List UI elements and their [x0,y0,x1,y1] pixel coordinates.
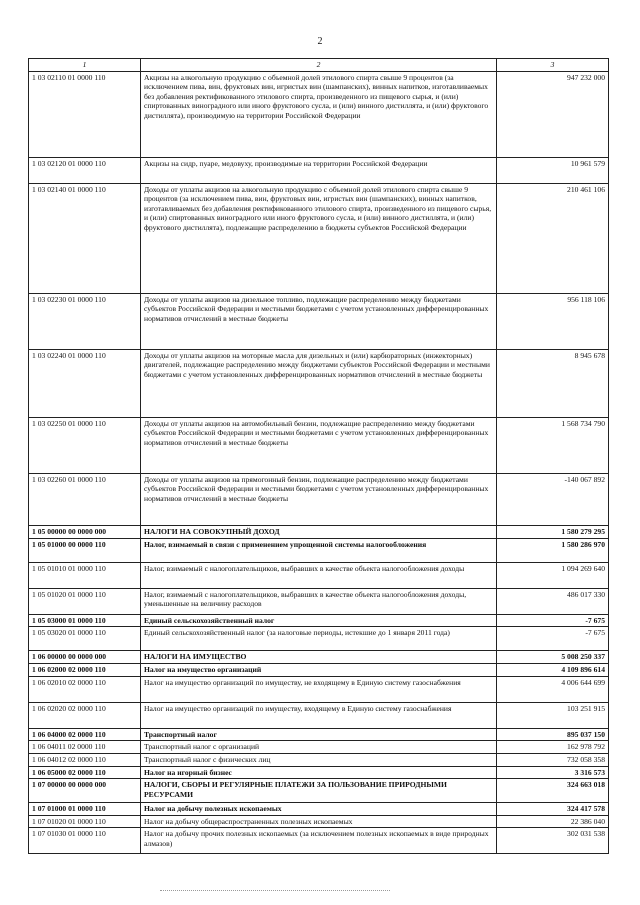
row-amount-cell: 3 316 573 [497,766,609,779]
row-amount-cell: 10 961 579 [497,157,609,183]
table-row [29,293,609,349]
row-amount-cell: 1 094 269 640 [497,562,609,588]
row-name-cell: Акцизы на сидр, пуаре, медовуху, производимые на территории Российской Федерации [141,157,497,183]
row-amount-cell: -140 067 892 [497,473,609,525]
row-name-cell: Транспортный налог с физических лиц [141,753,497,766]
row-name-cell: НАЛОГИ, СБОРЫ И РЕГУЛЯРНЫЕ ПЛАТЕЖИ ЗА ПОЛЬЗОВАНИЕ ПРИРОДНЫМИ РЕСУРСАМИ [141,779,497,803]
row-code-cell: 1 05 01000 00 0000 110 [29,538,141,562]
row-code-cell: 1 05 00000 00 0000 000 [29,525,141,538]
row-code-cell: 1 03 02230 01 0000 110 [29,293,141,349]
table-row [29,614,609,627]
table-row [29,651,609,664]
table-row [29,183,609,293]
row-name-cell: Доходы от уплаты акцизов на автомобильный бензин, подлежащие распределению между бюджетами субъектов Российской Федерации и местными бюджетами с учетом установленных дифференцированных нормативов отчислений в местные бюджеты [141,417,497,473]
row-name-cell: Доходы от уплаты акцизов на моторные масла для дизельных и (или) карбюраторных (инжекторных) двигателей, подлежащие распределению между бюджетами субъектов Российской Федерации и местными бюджетами с учетом установленных дифференцированных нормативов отчислений в местные бюджеты [141,349,497,417]
row-code-cell: 1 03 02250 01 0000 110 [29,417,141,473]
row-code-cell: 1 07 01020 01 0000 110 [29,815,141,828]
row-amount-cell: 8 945 678 [497,349,609,417]
row-amount-cell: 1 580 279 295 [497,525,609,538]
row-name-cell: Доходы от уплаты акцизов на алкогольную продукцию с объемной долей этилового спирта свыше 9 процентов (за исключением пива, вин, фруктовых вин, игристых вин (шампанских), винных напитков, изготавливаемых без добавления ректификованного этилового спирта, произведенного из пищевого сырья, и (или) спиртованных виноградного или иного фруктового сусла, и (или) винного дистиллята, и (или) фруктового дистиллята), подлежащие распределению в бюджеты субъектов Российской Федерации [141,183,497,293]
table-row [29,741,609,754]
row-name-cell: Единый сельскохозяйственный налог [141,614,497,627]
row-code-cell: 1 07 01030 01 0000 110 [29,828,141,854]
row-amount-cell: 5 008 250 337 [497,651,609,664]
row-code-cell: 1 07 00000 00 0000 000 [29,779,141,803]
row-amount-cell: 732 058 358 [497,753,609,766]
row-name-cell: Налог на имущество организаций [141,664,497,677]
table-row [29,525,609,538]
row-name-cell: Единый сельскохозяйственный налог (за налоговые периоды, истекшие до 1 января 2011 года) [141,627,497,651]
row-name-cell: НАЛОГИ НА ИМУЩЕСТВО [141,651,497,664]
table-header-row [29,59,609,72]
row-code-cell: 1 06 02000 02 0000 110 [29,664,141,677]
row-amount-cell: -7 675 [497,614,609,627]
row-code-cell: 1 06 04000 02 0000 110 [29,728,141,741]
row-name-cell: Налог, взимаемый с налогоплательщиков, выбравших в качестве объекта налогообложения доходы, уменьшенные на величину расходов [141,588,497,614]
row-code-cell: 1 03 02140 01 0000 110 [29,183,141,293]
row-code-cell: 1 06 05000 02 0000 110 [29,766,141,779]
row-name-cell: Налог, взимаемый в связи с применением упрощенной системы налогообложения [141,538,497,562]
row-code-cell: 1 03 02260 01 0000 110 [29,473,141,525]
table-row [29,803,609,816]
row-code-cell: 1 06 00000 00 0000 000 [29,651,141,664]
row-amount-cell: 1 568 734 790 [497,417,609,473]
row-amount-cell: -7 675 [497,627,609,651]
table-row [29,828,609,854]
row-code-cell: 1 03 02120 01 0000 110 [29,157,141,183]
row-amount-cell: 324 417 578 [497,803,609,816]
row-name-cell: Налог на имущество организаций по имуществу, не входящему в Единую систему газоснабжения [141,676,497,702]
row-amount-cell: 103 251 915 [497,702,609,728]
row-name-cell: Налог на добычу общераспространенных полезных ископаемых [141,815,497,828]
column-header-amount: 3 [497,59,609,72]
row-amount-cell: 22 386 040 [497,815,609,828]
row-name-cell: Транспортный налог с организаций [141,741,497,754]
table-row [29,417,609,473]
table-row [29,815,609,828]
row-code-cell: 1 03 02110 01 0000 110 [29,71,141,157]
row-code-cell: 1 05 03020 01 0000 110 [29,627,141,651]
row-name-cell: Транспортный налог [141,728,497,741]
row-code-cell: 1 06 02010 02 0000 110 [29,676,141,702]
row-amount-cell: 947 232 000 [497,71,609,157]
row-name-cell: Акцизы на алкогольную продукцию с объемной долей этилового спирта свыше 9 процентов (за исключением пива, вин, фруктовых вин, игристых вин (шампанских), винных напитков, изготавливаемых без добавления ректификованного этилового спирта, произведенного из пищевого сырья, и (или) спиртованных виноградного или иного фруктового сусла, и (или) винного дистиллята, и (или) фруктового дистиллята), производимую на территории Российской Федерации [141,71,497,157]
row-name-cell: НАЛОГИ НА СОВОКУПНЫЙ ДОХОД [141,525,497,538]
row-name-cell: Налог на добычу полезных ископаемых [141,803,497,816]
table-row [29,779,609,803]
row-amount-cell: 162 978 792 [497,741,609,754]
table-row [29,157,609,183]
row-code-cell: 1 07 01000 01 0000 110 [29,803,141,816]
row-code-cell: 1 03 02240 01 0000 110 [29,349,141,417]
footer-dotted-line [160,890,390,891]
column-header-name: 2 [141,59,497,72]
row-name-cell: Налог, взимаемый с налогоплательщиков, выбравших в качестве объекта налогообложения доходы [141,562,497,588]
row-name-cell: Доходы от уплаты акцизов на дизельное топливо, подлежащие распределению между бюджетами субъектов Российской Федерации и местными бюджетами с учетом установленных дифференцированных нормативов отчислений в местные бюджеты [141,293,497,349]
row-amount-cell: 4 006 644 699 [497,676,609,702]
row-name-cell: Налог на игорный бизнес [141,766,497,779]
table-row [29,588,609,614]
row-code-cell: 1 05 03000 01 0000 110 [29,614,141,627]
row-name-cell: Налог на имущество организаций по имуществу, входящему в Единую систему газоснабжения [141,702,497,728]
table-row [29,627,609,651]
table-row [29,562,609,588]
table-row [29,728,609,741]
table-row [29,766,609,779]
row-name-cell: Доходы от уплаты акцизов на прямогонный бензин, подлежащие распределению между бюджетами субъектов Российской Федерации и местными бюджетами с учетом установленных дифференцированных нормативов отчислений в местные бюджеты [141,473,497,525]
row-code-cell: 1 05 01010 01 0000 110 [29,562,141,588]
row-amount-cell: 302 031 538 [497,828,609,854]
table-row [29,538,609,562]
row-code-cell: 1 06 04011 02 0000 110 [29,741,141,754]
table-row [29,702,609,728]
table-row [29,664,609,677]
row-code-cell: 1 06 02020 02 0000 110 [29,702,141,728]
row-amount-cell: 1 580 286 970 [497,538,609,562]
row-code-cell: 1 06 04012 02 0000 110 [29,753,141,766]
row-amount-cell: 4 109 896 614 [497,664,609,677]
row-code-cell: 1 05 01020 01 0000 110 [29,588,141,614]
table-row [29,753,609,766]
row-amount-cell: 895 037 150 [497,728,609,741]
budget-revenue-table [28,58,609,854]
table-row [29,349,609,417]
row-amount-cell: 210 461 106 [497,183,609,293]
page-number: 2 [317,36,323,47]
row-amount-cell: 486 017 330 [497,588,609,614]
table-row [29,676,609,702]
table-row [29,71,609,157]
row-amount-cell: 956 118 106 [497,293,609,349]
row-amount-cell: 324 663 018 [497,779,609,803]
row-name-cell: Налог на добычу прочих полезных ископаемых (за исключением полезных ископаемых в виде природных алмазов) [141,828,497,854]
column-header-code: 1 [29,59,141,72]
table-row [29,473,609,525]
